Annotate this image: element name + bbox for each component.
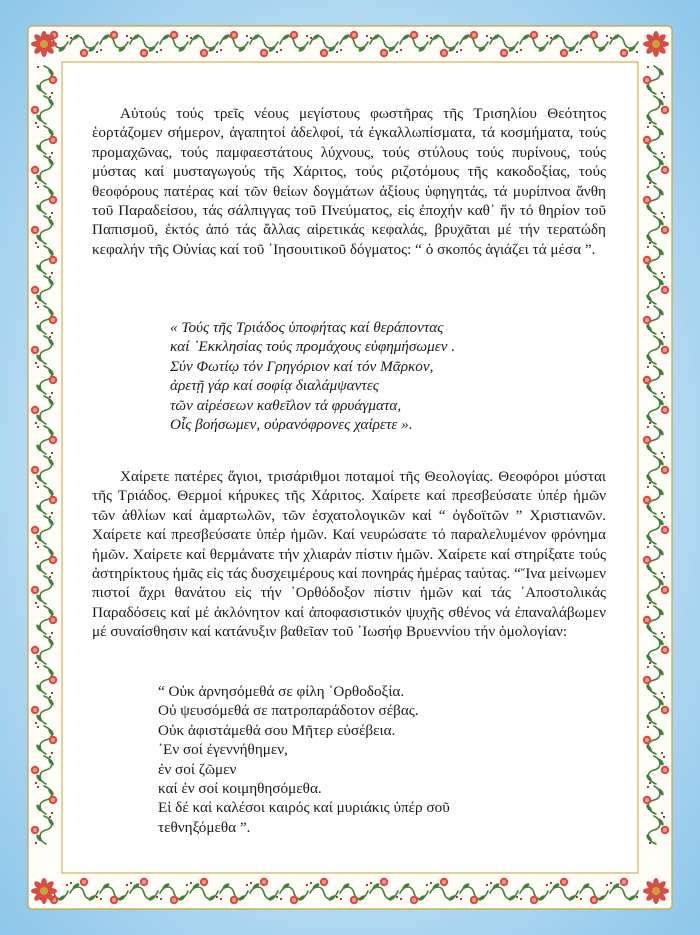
paragraph-1: Αὐτούς τούς τρεῖς νέους μεγίστους φωστῆρας τῆς Τρισηλίου Θεότητος ἑορτάζομεν σήμερον, ἀγαπητοί ἀδελφοί, τά ἐγκαλλωπίσματα, τά κοσμήματα, τούς προμαχῶνας, τούς παμφαεστάτους λύχνους, τούς στύλους τούς πυρίνους, τούς μύστας καί μυσταγωγούς τῆς Χάριτος, τούς ριζοτόμους τῆς κακοδοξίας, τούς θεοφόρους πατέρας καί τῶν θείων δογμάτων ἀξίους ὑφηγητάς, τά μυρίπνοα ἄνθη τοῦ Παραδείσου, τάς σάλπιγγας τοῦ Πνεύματος, εἰς ἐποχήν καθ᾽ ἥν τό θηρίον τοῦ Παπισμοῦ, ἐκτός ἀπό τάς ἄλλας αἱρετικάς κεφαλάς, βρυχᾶται μέ τήν τερατώδη κεφαλήν τῆς Οὐνίας καί τοῦ ᾽Ιησουιτικοῦ δόγματος: “ ὁ σκοπός ἁγιάζει τά μέσα ”.	[92, 105, 606, 258]
corner-rosette	[643, 878, 669, 904]
corner-rosette	[31, 31, 57, 57]
paragraph-2: Χαίρετε πατέρες ἅγιοι, τρισάριθμοι ποταμοί τῆς Θεολογίας. Θεοφόροι μύσται τῆς Τριάδος. Θερμοί κήρυκες τῆς Χάριτος. Χαίρετε καί πρεσβεύσατε ὑπέρ ἡμῶν τῶν ἀθλίων καί ἁμαρτωλῶν, τῶν ἐσχατολογικῶν καί “ ὀγδοϊτῶν ” Χριστιανῶν. Χαίρετε καί πρεσβεύσατε ὑπέρ ἡμῶν. Καί νευρώσατε τό παραλελυμένον φρόνημα ἡμῶν. Χαίρετε καί θερμάνατε τήν χλιαράν πίστιν ἡμῶν. Χαίρετε καί στηρίξατε τούς ἀστηρίκτους ἡμᾶς εἰς τάς δυσχειμέρους καί πονηράς ἡμέρας ταύτας. “Ἵνα μείνωμεν πιστοί ἄχρι θανάτου εἰς τήν ᾽Ορθόδοξον πίστιν ἡμῶν καί τάς ᾽Αποστολικάς Παραδόσεις καί μέ ἀκλόνητον καί ἀποφασιστικόν ψυχῆς σθένος νά ἐπαναλάβωμεν μέ συναίσθησιν καί κατάνυξιν βαθεῖαν τοῦ ᾽Ιωσήφ Βρυεννίου τήν ὁμολογίαν:	[92, 468, 606, 641]
corner-rosette	[643, 31, 669, 57]
confession-verse: “ Οὐκ ἀρνησόμεθά σε φίλη ᾽Ορθοδοξία. Οὐ ψευσόμεθά σε πατροπαράδοτον σέβας. Οὐκ ἀφιστάμεθά σου Μῆτερ εὐσέβεια. ᾽Εν σοί ἐγεννήθημεν, ἐν σοί ζῶμεν καί ἐν σοί κοιμηθησόμεθα. Εἰ δέ καί καλέσοι καιρός καί μυριάκις ὑπέρ σοῦ τεθνηξόμεθα ”.	[158, 683, 450, 836]
corner-rosette	[31, 878, 57, 904]
page-frame	[22, 20, 678, 915]
hymn-verse: « Τούς τῆς Τριάδος ὑποφήτας καί θεράποντας καί ᾽Εκκλησίας τούς προμάχους εὐφημήσωμεν . Σύν Φωτίῳ τόν Γρηγόριον καί τόν Μᾶρκον, ἀρετῇ γάρ καί σοφίᾳ διαλάμψαντες τῶν αἱρέσεων καθεῖλον τά φρυάγματα, Οἷς βοήσωμεν, οὐρανόφρονες χαίρετε ».	[170, 319, 456, 434]
